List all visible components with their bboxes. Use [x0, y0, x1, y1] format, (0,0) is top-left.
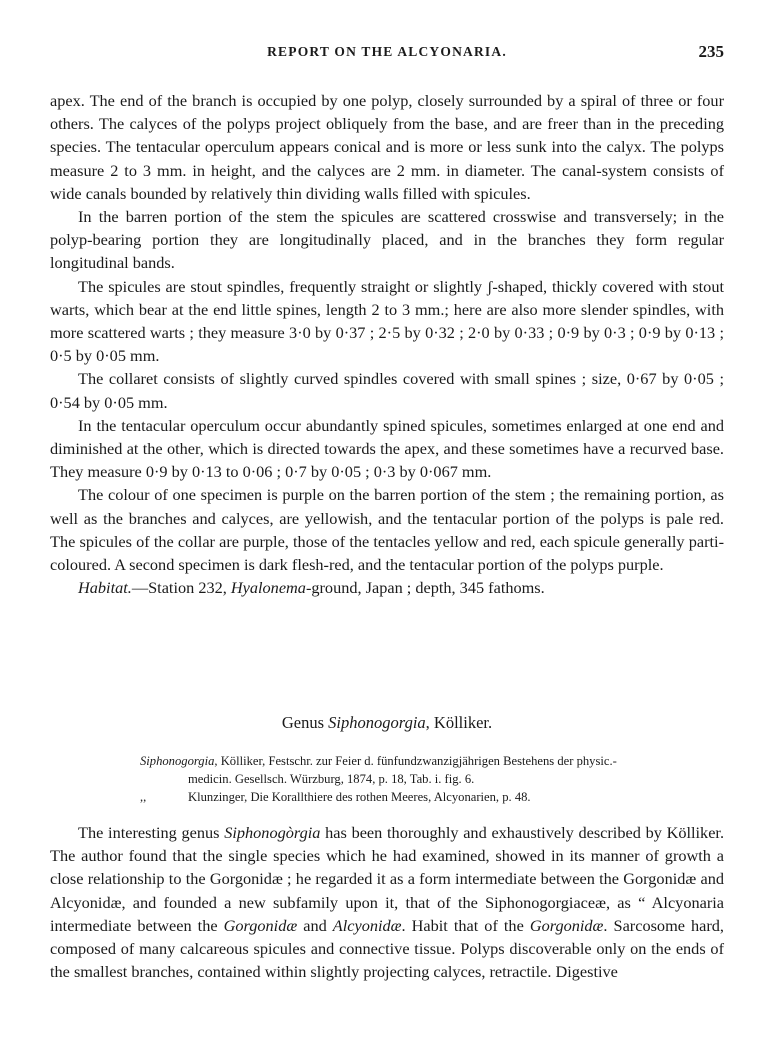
- habitat-rest: -ground, Japan ; depth, 345 fathoms.: [305, 578, 545, 598]
- genus-heading: [50, 713, 724, 733]
- habitat-label: Habitat.: [78, 578, 132, 598]
- p7-text-2: has been thoroughly and exhaustively described by Kölliker. The author found that the single species which he had examined, showed in its manner of growth a close relationship to the Gorgonidæ ; he regarded it as a form intermediate between the Gorgonidæ and Alcyonidæ, and founded a new subfamily upon it, that of the Siphonogorgiaceæ, as “ Alcyonaria intermediate between the: [50, 823, 725, 935]
- page-number: 235: [698, 42, 724, 61]
- species-description: [50, 89, 724, 599]
- p7-alcyonidae: Alcyonidæ: [332, 915, 402, 935]
- synonymy-line-1-text: , Kölliker, Festschr. zur Feier d. fünfundzwanzigjährigen Bestehens der physic.-: [214, 754, 617, 768]
- synonymy-line-3-text: Klunzinger, Die Korallthiere des rothen Meeres, Alcyonarien, p. 48.: [188, 790, 531, 804]
- genus-name: Siphonogorgia: [328, 713, 426, 732]
- paragraph-3: The spicules are stout spindles, frequently straight or slightly ʃ-shaped, thickly covered with stout warts, which bear at the end little spines, length 2 to 3 mm.; here are also more slender spindles, with more scattered warts ; they measure 3·0 by 0·37 ; 2·5 by 0·32 ; 2·0 by 0·33 ; 0·9 by 0·3 ; 0·9 by 0·13 ; 0·5 by 0·05 mm.: [50, 276, 724, 366]
- paragraph-2: In the barren portion of the stem the spicules are scattered crosswise and transversely; in the polyp-bearing portion they are longitudinally placed, and in the branches they form regular longitudinal bands.: [50, 207, 724, 273]
- p7-gorgonidae-2: Gorgonidæ: [529, 915, 604, 935]
- p7-text-1: The interesting genus: [78, 823, 225, 842]
- p7-text-5: . Sarcosome hard, composed of many calcareous spicules and connective tissue. Polyps discoverable only on the ends of the smallest branches, contained within slightly projecting calyces, retractile. Digestive: [50, 915, 725, 982]
- genus-author: , Kölliker.: [425, 713, 493, 732]
- synonymy-line-3: [140, 788, 726, 806]
- p7-text-4: . Habit that of the: [401, 915, 530, 935]
- habitat-station: —Station 232,: [131, 578, 231, 598]
- genus-prefix: Genus: [281, 713, 329, 732]
- paragraph-7: [50, 821, 724, 983]
- genus-description: [50, 821, 724, 983]
- paragraph-5: In the tentacular operculum occur abundantly spined spicules, sometimes enlarged at one end and diminished at the other, which is directed towards the apex, and these sometimes have a recurved base. They measure 0·9 by 0·13 to 0·06 ; 0·7 by 0·05 ; 0·3 by 0·067 mm.: [50, 415, 724, 482]
- page-header: [50, 44, 724, 68]
- synonymy-line-2: medicin. Gesellsch. Würzburg, 1874, p. 18, Tab. i. fig. 6.: [188, 772, 475, 786]
- paragraph-1: apex. The end of the branch is occupied by one polyp, closely surrounded by a spiral of three or four others. The calyces of the polyps project obliquely from the base, and are freer than in the preceding species. The tentacular operculum appears conical and is more or less sunk into the calyx. The polyps measure 2 to 3 mm. in height, and the calyces are 2 mm. in diameter. The canal-system consists of wide canals bounded by relatively thin dividing walls filled with spicules.: [50, 91, 724, 203]
- habitat-line: [50, 576, 724, 599]
- paragraph-4: The collaret consists of slightly curved spindles covered with small spines ; size, 0·67 by 0·05 ; 0·54 by 0·05 mm.: [50, 369, 724, 412]
- synonymy-genus: Siphonogorgia: [140, 754, 215, 768]
- synonymy-line-1: [140, 752, 726, 770]
- p7-genus: Siphonogòrgia: [224, 823, 321, 842]
- p7-gorgonidae-1: Gorgonidæ: [223, 915, 298, 935]
- paragraph-6: The colour of one specimen is purple on the barren portion of the stem ; the remaining portion, as well as the branches and calyces, are yellowish, and the tentacular portion of the polyps is pale red. The spicules of the collar are purple, those of the tentacles yellow and red, each spicule generally parti-coloured. A second specimen is dark flesh-red, and the tentacular portion of the polyps purple.: [50, 485, 724, 575]
- habitat-italic: Hyalonema: [230, 578, 306, 598]
- p7-text-3: and: [297, 915, 333, 935]
- ditto-mark: ,,: [140, 790, 147, 804]
- running-title: REPORT ON THE ALCYONARIA.: [267, 44, 507, 59]
- synonymy-block: [140, 752, 726, 806]
